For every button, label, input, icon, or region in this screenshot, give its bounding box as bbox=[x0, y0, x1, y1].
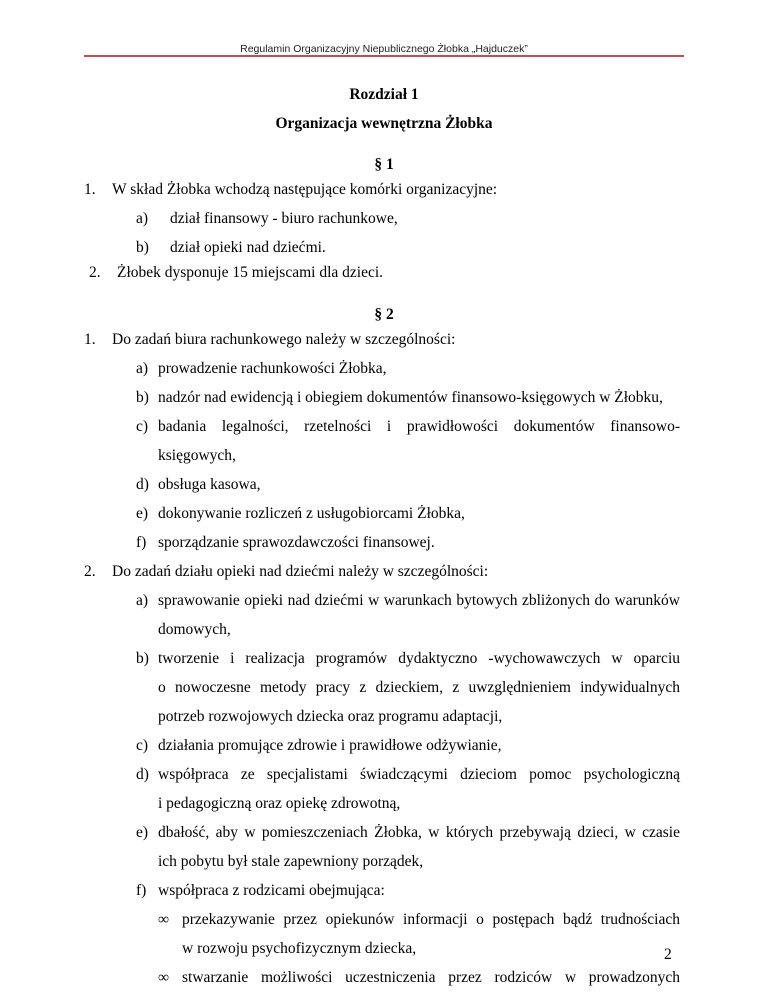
sub-item-label: f) bbox=[136, 534, 147, 551]
sub-item-text: tworzenie i realizacja programów dydaktyczno -wychowawczych w oparciu bbox=[158, 650, 680, 667]
sub-item-text: dział opieki nad dziećmi. bbox=[170, 239, 326, 256]
sub-item-text: obsługa kasowa, bbox=[158, 476, 261, 493]
list-number: 1. bbox=[84, 331, 96, 348]
list-number: 2. bbox=[89, 264, 101, 281]
list-item-text: Do zadań działu opieki nad dziećmi należy w szczególności: bbox=[112, 563, 489, 580]
sub-item-text: prowadzenie rachunkowości Żłobka, bbox=[158, 360, 387, 377]
sub-item-text: sporządzanie sprawozdawczości finansowej. bbox=[158, 534, 435, 551]
list-item-text: W skład Żłobka wchodzą następujące komórki organizacyjne: bbox=[112, 181, 498, 198]
chapter-title: Rozdział 1 bbox=[349, 86, 419, 103]
running-header: Regulamin Organizacyjny Niepublicznego Żłobka „Hajduczek” bbox=[240, 43, 528, 55]
sub-item-label: d) bbox=[136, 476, 149, 493]
sub-item-label: b) bbox=[136, 239, 149, 256]
sub-item-text: współpraca z rodzicami obejmująca: bbox=[158, 882, 385, 899]
sub-item-text-continued: domowych, bbox=[158, 621, 231, 638]
bullet-text: stwarzanie możliwości uczestniczenia przez rodziców w prowadzonych bbox=[182, 969, 680, 986]
list-number: 1. bbox=[84, 181, 96, 198]
sub-item-label: c) bbox=[136, 737, 149, 754]
sub-item-text: sprawowanie opieki nad dziećmi w warunkach bytowych zbliżonych do warunków bbox=[158, 592, 680, 609]
sub-item-label: a) bbox=[136, 592, 149, 609]
sub-item-text-continued: i pedagogiczną oraz opiekę zdrowotną, bbox=[158, 795, 401, 812]
chapter-subtitle: Organizacja wewnętrzna Żłobka bbox=[275, 115, 493, 132]
sub-item-label: e) bbox=[136, 505, 149, 522]
sub-item-text: nadzór nad ewidencją i obiegiem dokumentów finansowo-księgowych w Żłobku, bbox=[158, 389, 663, 406]
header-divider bbox=[84, 55, 684, 57]
bullet-text: przekazywanie przez opiekunów informacji o postępach bądź trudnościach bbox=[182, 911, 680, 928]
sub-item-label: b) bbox=[136, 389, 149, 406]
sub-item-label: a) bbox=[136, 360, 149, 377]
section-1-heading: § 1 bbox=[374, 156, 394, 173]
sub-item-text: dbałość, aby w pomieszczeniach Żłobka, w których przebywają dzieci, w czasie bbox=[158, 824, 680, 841]
sub-item-text-continued: potrzeb rozwojowych dziecka oraz programu adaptacji, bbox=[158, 708, 503, 725]
sub-item-label: c) bbox=[136, 418, 149, 435]
sub-item-text: współpraca ze specjalistami świadczącymi dzieciom pomoc psychologiczną bbox=[158, 766, 680, 783]
infinity-bullet-icon: ∞ bbox=[158, 969, 170, 986]
list-number: 2. bbox=[84, 563, 96, 580]
sub-item-text: dział finansowy - biuro rachunkowe, bbox=[170, 210, 398, 227]
list-item-text: Do zadań biura rachunkowego należy w szczególności: bbox=[112, 331, 456, 348]
sub-item-text-continued: księgowych, bbox=[158, 447, 236, 464]
page-number: 2 bbox=[664, 946, 672, 963]
sub-item-label: e) bbox=[136, 824, 149, 841]
sub-item-text: działania promujące zdrowie i prawidłowe odżywianie, bbox=[158, 737, 502, 754]
sub-item-text: dokonywanie rozliczeń z usługobiorcami Żłobka, bbox=[158, 505, 465, 522]
infinity-bullet-icon: ∞ bbox=[158, 911, 170, 928]
sub-item-text-continued: o nowoczesne metody pracy z dzieckiem, z uwzględnieniem indywidualnych bbox=[158, 679, 680, 696]
bullet-text-continued: w rozwoju psychofizycznym dziecka, bbox=[182, 940, 417, 957]
sub-item-label: f) bbox=[136, 882, 147, 899]
sub-item-label: b) bbox=[136, 650, 149, 667]
section-2-heading: § 2 bbox=[374, 306, 394, 323]
list-item-text: Żłobek dysponuje 15 miejscami dla dzieci. bbox=[117, 264, 384, 281]
sub-item-text-continued: ich pobytu był stale zapewniony porządek, bbox=[158, 853, 424, 870]
sub-item-label: a) bbox=[136, 210, 149, 227]
sub-item-label: d) bbox=[136, 766, 149, 783]
sub-item-text: badania legalności, rzetelności i prawidłowości dokumentów finansowo- bbox=[158, 418, 680, 435]
